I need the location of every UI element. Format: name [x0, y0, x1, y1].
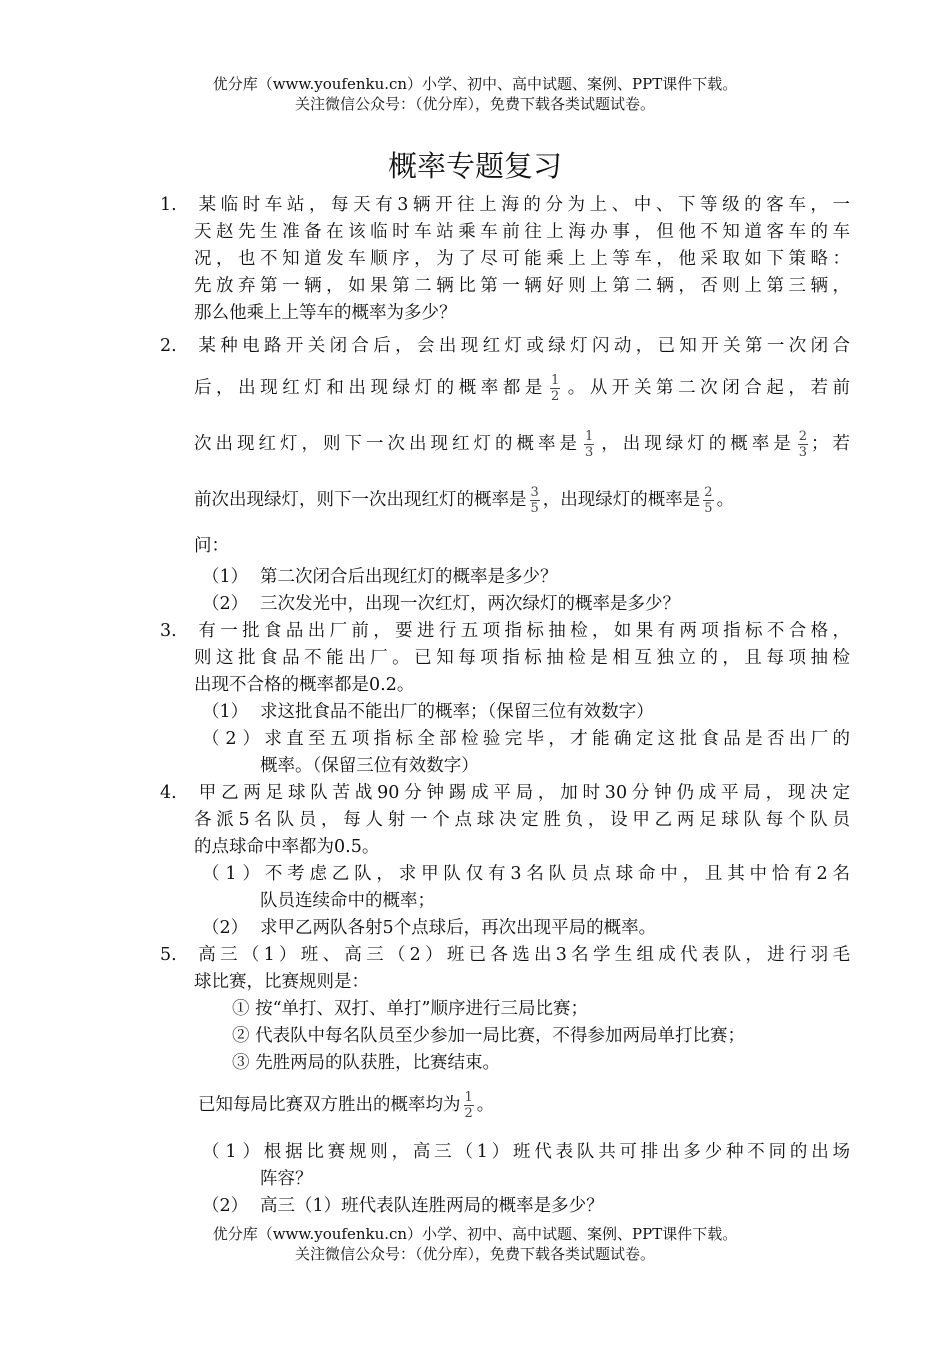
- subquestion-number: （1）: [202, 567, 249, 587]
- question-text: 甲乙两足球队苦战90分钟踢成平局，加时30分钟仍成平局，现决定: [194, 783, 850, 803]
- question-text: 有一批食品出厂前，要进行五项指标抽检，如果有两项指标不合格，: [194, 621, 850, 641]
- question-text: 问：: [194, 536, 229, 556]
- question-text: 次出现红灯，则下一次出现红灯的概率是: [194, 434, 581, 454]
- subquestion-text: 根据比赛规则，高三（1）班代表队共可排出多少种不同的出场: [260, 1142, 850, 1162]
- question-text: ；若: [811, 434, 851, 454]
- question-text: 。: [476, 1095, 495, 1115]
- question-text: 后，出现红灯和出现绿灯的概率都是: [194, 378, 547, 398]
- fraction: [584, 429, 594, 460]
- subquestion-text: 概率。（保留三位有效数字）: [260, 756, 479, 776]
- question-2: [160, 333, 850, 618]
- document-body: [160, 192, 850, 1220]
- question-4: [160, 780, 850, 942]
- question-number: 4.: [160, 783, 177, 803]
- question-text: 各派5名队员，每人射一个点球决定胜负，设甲乙两足球队每个队员: [194, 810, 850, 830]
- page-footer: [0, 1224, 950, 1264]
- question-text: ，出现绿灯的概率是: [542, 490, 701, 510]
- subquestion-number: （1）: [202, 1142, 260, 1162]
- fraction: [550, 373, 560, 404]
- question-text: 则这批食品不能出厂。已知每项指标抽检是相互独立的，且每项抽检: [194, 648, 850, 668]
- question-text: 的点球命中率都为0.5。: [194, 837, 380, 857]
- question-number: 3.: [160, 621, 177, 641]
- question-text: 出现不合格的概率都是0.2。: [194, 675, 415, 695]
- fraction-numerator: 3: [530, 485, 539, 500]
- fraction-denominator: 5: [704, 501, 713, 516]
- subquestion-text: 第二次闭合后出现红灯的概率是多少？: [260, 567, 558, 587]
- question-text: 先放弃第一辆，如果第二辆比第一辆好则上第二辆，否则上第三辆，: [194, 276, 850, 296]
- subquestion-text: 队员连续命中的概率；: [260, 891, 435, 911]
- subquestion-number: （1）: [202, 702, 249, 722]
- subquestion-text: 三次发光中，出现一次红灯，两次绿灯的概率是多少？: [260, 594, 680, 614]
- fraction-denominator: 3: [798, 445, 808, 460]
- subquestion-number: （2）: [202, 729, 260, 749]
- fraction: [464, 1090, 474, 1121]
- page-title: 概率专题复习: [387, 149, 562, 183]
- question-text: 前次出现绿灯，则下一次出现红灯的概率是: [194, 490, 527, 510]
- question-text: 高三（1）班、高三（2）班已各选出3名学生组成代表队，进行羽毛: [194, 945, 850, 965]
- rule-item: ② 代表队中每名队员至少参加一局比赛，不得参加两局单打比赛；: [232, 1026, 746, 1046]
- fraction-denominator: 3: [584, 445, 594, 460]
- fraction: [798, 429, 808, 460]
- subquestion-text: 求这批食品不能出厂的概率；（保留三位有效数字）: [260, 702, 654, 722]
- fraction-denominator: 5: [530, 501, 539, 516]
- question-text: 已知每局比赛双方胜出的概率均为: [198, 1095, 461, 1115]
- subquestion-number: （1）: [202, 864, 260, 884]
- subquestion-number: （2）: [202, 1196, 249, 1216]
- subquestion-number: （2）: [202, 594, 249, 614]
- question-number: 1.: [160, 195, 177, 215]
- fraction-numerator: 2: [704, 485, 713, 500]
- footer-line-2: 关注微信公众号：（优分库），免费下载各类试题试卷。: [294, 1245, 655, 1263]
- question-text: 。从开关第二次闭合起，若前: [563, 378, 851, 398]
- fraction: [703, 485, 713, 516]
- subquestion-text: 不考虑乙队，求甲队仅有3名队员点球命中，且其中恰有2名: [260, 864, 850, 884]
- fraction-numerator: 1: [584, 429, 594, 444]
- question-number: 5.: [160, 945, 177, 965]
- fraction-numerator: 2: [798, 429, 808, 444]
- question-5: [160, 942, 850, 1220]
- subquestion-number: （2）: [202, 918, 249, 938]
- question-number: 2.: [160, 336, 177, 356]
- subquestion-text: 高三（1）班代表队连胜两局的概率是多少？: [260, 1196, 604, 1216]
- fraction-numerator: 1: [464, 1090, 473, 1105]
- page-header: [0, 74, 950, 114]
- question-3: [160, 618, 850, 780]
- header-line-1: 优分库（www.youfenku.cn）小学、初中、高中试题、案例、PPT课件下载。: [212, 75, 738, 93]
- subquestion-text: 阵容？: [260, 1169, 313, 1189]
- question-text: 某临时车站，每天有3辆开往上海的分为上、中、下等级的客车，一: [194, 195, 850, 215]
- fraction: [530, 485, 540, 516]
- question-text: 某种电路开关闭合后，会出现红灯或绿灯闪动，已知开关第一次闭合: [194, 336, 850, 356]
- header-line-2: 关注微信公众号：（优分库），免费下载各类试题试卷。: [294, 95, 655, 113]
- fraction-denominator: 2: [464, 1106, 473, 1121]
- subquestion-text: 求直至五项指标全部检验完毕，才能确定这批食品是否出厂的: [260, 729, 850, 749]
- question-text: 况，也不知道发车顺序，为了尽可能乘上上等车，他采取如下策略：: [194, 249, 850, 269]
- question-text: 天赵先生准备在该临时车站乘车前往上海办事，但他不知道客车的车: [194, 222, 850, 242]
- subquestion-text: 求甲乙两队各射5个点球后，再次出现平局的概率。: [260, 918, 657, 938]
- question-text: ，出现绿灯的概率是: [597, 434, 795, 454]
- question-text: 那么他乘上上等车的概率为多少？: [194, 303, 457, 323]
- question-1: [160, 192, 850, 327]
- question-text: 球比赛，比赛规则是：: [194, 972, 369, 992]
- fraction-numerator: 1: [550, 373, 560, 388]
- fraction-denominator: 2: [550, 389, 560, 404]
- rule-item: ③ 先胜两局的队获胜，比赛结束。: [232, 1053, 501, 1073]
- question-text: 。: [716, 490, 735, 510]
- rule-item: ① 按“单打、双打、单打”顺序进行三局比赛；: [232, 999, 588, 1019]
- footer-line-1: 优分库（www.youfenku.cn）小学、初中、高中试题、案例、PPT课件下载。: [212, 1225, 738, 1243]
